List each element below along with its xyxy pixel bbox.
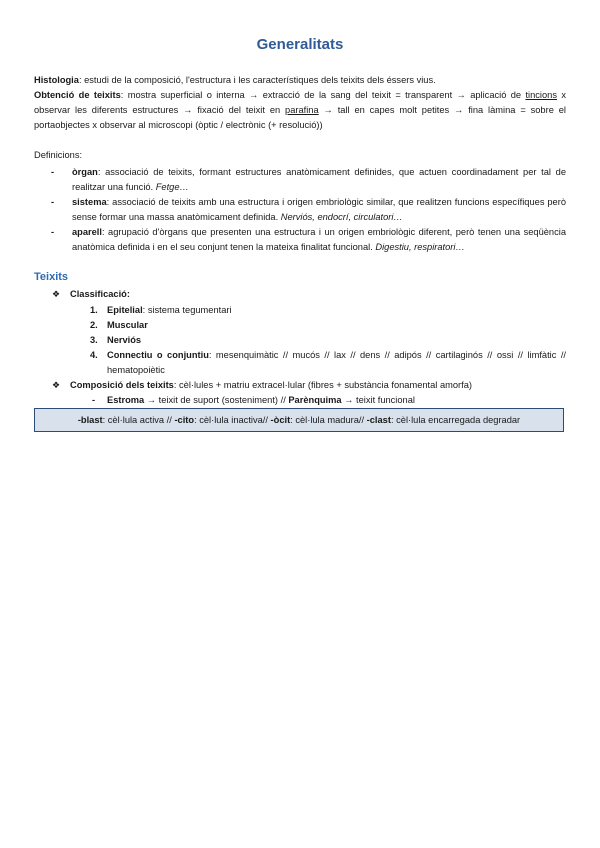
- parenquima-text: → teixit funcional: [341, 395, 415, 405]
- suffix-summary-box: [34, 408, 564, 432]
- teixits-list: [34, 287, 566, 408]
- tissue-type: Connectiu o conjuntiu: [107, 350, 209, 360]
- list-item: [70, 348, 566, 378]
- obtencio-paragraph: [34, 88, 566, 133]
- page-title: Generalitats: [256, 36, 344, 53]
- document-body: [34, 73, 566, 408]
- list-item: [70, 318, 566, 333]
- item-number: 1.: [90, 305, 98, 315]
- obtencio-text-3: → tall en capes molt petites → fina làmina = sobre el portaobjectes x observar al microscopi (òptic / electrònic (+ resolució)): [34, 105, 566, 130]
- list-item: [70, 393, 566, 408]
- composicio-sublist: [70, 393, 566, 408]
- suffix-term: -cito: [174, 415, 195, 425]
- list-item: [70, 303, 566, 318]
- suffix-meaning: : cèl·lula inactiva//: [194, 415, 271, 425]
- classificacio-list: [70, 303, 566, 378]
- definition-examples: Nerviós, endocrí, circulatori…: [280, 212, 403, 222]
- tissue-description: : mesenquimàtic // mucós // lax // dens // adipós // cartilaginós // ossi // limfàtic // hematopoiètic: [107, 350, 566, 375]
- list-item: [34, 165, 566, 195]
- definition-term: òrgan: [72, 167, 98, 177]
- suffix-meaning: : cèl·lula madura//: [290, 415, 367, 425]
- definition-text: : agrupació d'òrgans que presenten una estructura i un origen embriològic diferent, però tenen una seqüència anatòmica definida i en el seu conjunt tenen la mateixa finalitat funcional.: [72, 227, 566, 252]
- composicio-text: : cèl·lules + matriu extracel·lular (fibres + substància fonamental amorfa): [173, 380, 472, 390]
- item-number: 3.: [90, 335, 98, 345]
- list-item: [34, 378, 566, 408]
- definition-term: aparell: [72, 227, 102, 237]
- suffix-meaning: : cèl·lula activa //: [102, 415, 175, 425]
- histologia-text: : estudi de la composició, l'estructura i les característiques dels teixits dels éssers vius.: [78, 75, 436, 85]
- diamond-bullet-icon: ❖: [52, 289, 61, 299]
- suffix-term: -òcit: [270, 415, 291, 425]
- definition-text: : associació de teixits, formant estructures anatòmicament definides, que actuen coordinadament per tal de realitzar una funció.: [72, 167, 566, 192]
- diamond-bullet-icon: ❖: [52, 380, 61, 390]
- list-item: [70, 333, 566, 348]
- list-item: [34, 287, 566, 378]
- definition-text: : associació de teixits amb una estructura i origen embriològic similar, que realitzen funcions específiques però sense formar una massa anatòmicament definida.: [72, 197, 566, 222]
- histologia-paragraph: [34, 73, 566, 88]
- teixits-heading: Teixits: [34, 271, 69, 283]
- estroma-text: → teixit de suport (sosteniment) //: [144, 395, 289, 405]
- obtencio-text-1: : mostra superficial o interna → extracció de la sang del teixit = transparent → aplicació de: [120, 90, 526, 100]
- definicions-heading: Definicions:: [34, 150, 83, 160]
- histologia-term: Histologia: [34, 75, 79, 85]
- tissue-type: Nerviós: [107, 335, 142, 345]
- suffix-meaning: : cèl·lula encarregada degradar: [390, 415, 521, 425]
- composicio-label: Composició dels teixits: [70, 380, 174, 390]
- list-item: [34, 225, 566, 255]
- tissue-description: : sistema tegumentari: [142, 305, 232, 315]
- parenquima-term: Parènquima: [288, 395, 342, 405]
- suffix-term: -blast: [77, 415, 103, 425]
- definition-term: sistema: [72, 197, 107, 207]
- definition-examples: Fetge…: [155, 182, 189, 192]
- item-number: 4.: [90, 350, 98, 360]
- tissue-type: Epitelial: [107, 305, 143, 315]
- obtencio-text-2: x observar les diferents estructures → fixació del teixit en: [34, 90, 566, 115]
- parafina-underlined: parafina: [285, 105, 319, 115]
- tissue-type: Muscular: [107, 320, 148, 330]
- list-item: [34, 195, 566, 225]
- tincions-underlined: tincions: [525, 90, 557, 100]
- item-number: 2.: [90, 320, 98, 330]
- obtencio-term: Obtenció de teixits: [34, 90, 121, 100]
- definicions-list: [34, 165, 566, 255]
- classificacio-label: Classificació:: [70, 289, 130, 299]
- estroma-term: Estroma: [107, 395, 145, 405]
- definition-examples: Digestiu, respiratori…: [375, 242, 465, 252]
- suffix-term: -clast: [366, 415, 391, 425]
